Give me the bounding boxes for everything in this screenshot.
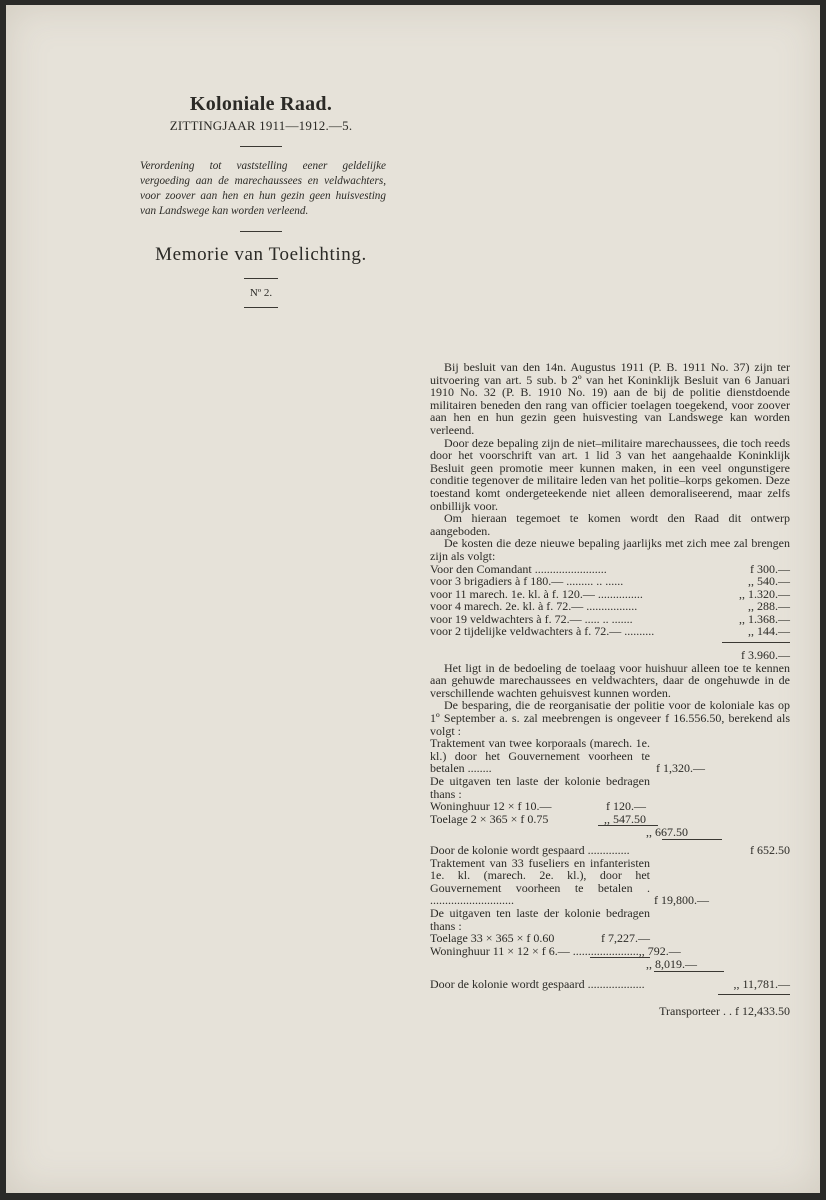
calc-line: Toelage 33 × 365 × f 0.60 f 7,227.—	[430, 931, 650, 946]
paragraph: Het ligt in de bedoeling de toelaag voor huishuur alleen toe te kennen aan gehuwde marechaussees en veldwachters, daar de ongehuwde in de verschillende wachten gehuisvest kunnen worden.	[430, 660, 790, 700]
cost-total: f 3.960.—	[741, 648, 790, 663]
paragraph: Door deze bepaling zijn de niet–militaire marechaussees, die toch reeds door het voorschrift van art. 1 lid 3 van het aangehaalde Koninklijk Besluit geen promotie meer kunnen maken, in een veel ongunstigere conditie tegenover de militaire leden van het politie–korps gekomen. Deze toestand komt ondergeteekende niet alleen demoraliseerend, maar zelfs onbillijk voor.	[430, 435, 790, 513]
decree-title: Verordening tot vaststelling eener geldelijke vergoeding aan de marechaussees en veldwachters, voor zoover aan hen en hun gezin geen huisvesting van Landswege kan worden verleend.	[140, 160, 386, 217]
calc-subtotal: ,, 667.50	[646, 825, 688, 840]
sum-rule	[654, 971, 724, 972]
calc-text: Traktement van 33 fuseliers en infanteristen 1e. kl. (marech. 2e. kl.), door het Gouvernement voorheen te betalen . ............................	[430, 855, 650, 908]
paragraph: De kosten die deze nieuwe bepaling jaarlijks met zich mee zal brengen zijn als volgt:	[430, 536, 790, 563]
cost-row: voor 4 marech. 2e. kl. à f. 72.— ................. ,, 288.—	[430, 599, 790, 614]
cost-table	[430, 563, 790, 662]
session-year: ZITTINGJAAR 1911—1912.—5.	[169, 118, 353, 133]
cost-row: Voor den Comandant ........................ f 300.—	[430, 561, 790, 576]
savings-calculation-1	[430, 737, 790, 856]
transport-total: Transporteer . . f 12,433.50	[659, 1003, 790, 1018]
saved-row: Door de kolonie wordt gespaard .............. f 652.50	[430, 842, 790, 857]
sum-rule	[722, 642, 790, 643]
paragraph: Om hieraan tegemoet te komen wordt den Raad dit ontwerp aangeboden.	[430, 511, 790, 538]
calc-subtotal: ,, 8,019.—	[646, 957, 697, 972]
sum-rule	[662, 839, 722, 840]
calc-line: Woninghuur 12 × f 10.— f 120.—	[430, 799, 646, 814]
savings-calculation-2	[430, 857, 790, 1018]
divider	[240, 231, 282, 232]
calc-subtext: De uitgaven ten laste der kolonie bedragen thans :	[430, 905, 650, 933]
council-title: Koloniale Raad.	[189, 93, 333, 115]
divider	[244, 278, 278, 279]
document-page	[6, 5, 820, 1193]
saved-row: Door de kolonie wordt gespaard ................... ,, 11,781.—	[430, 976, 790, 991]
calc-line: Toelage 2 × 365 × f 0.75 ,, 547.50	[430, 811, 646, 826]
cost-row: voor 2 tijdelijke veldwachters à f. 72.— .......... ,, 144.—	[430, 624, 790, 639]
calc-text: Traktement van twee korporaals (marech. 1e. kl.) door het Gouvernement voorheen te betalen ........	[430, 736, 650, 776]
calc-line: Woninghuur 11 × 12 × f 6.— ...................... ,, 792.—	[430, 943, 681, 958]
divider	[244, 307, 278, 308]
calc-subtext: De uitgaven ten laste der kolonie bedragen thans :	[430, 774, 650, 801]
memorie-heading: Memorie van Toelichting.	[155, 244, 367, 265]
calc-amount: f 19,800.—	[654, 893, 709, 908]
paragraph: Bij besluit van den 14n. Augustus 1911 (P. B. 1911 No. 37) zijn ter uitvoering van art. 5 sub. b 2º van het Koninklijk Besluit van 6 Januari 1910 No. 32 (P. B. 1910 No. 19) aan de bij de politie dienstdoende militairen beneden den rang van officier toelagen toegekend, voor zoover aan hen en hun gezin geen huisvesting van Landswege kan worden verleend.	[430, 360, 790, 437]
cost-row: voor 11 marech. 1e. kl. à f. 120.— ............... ,, 1.320.—	[430, 586, 790, 601]
divider	[240, 146, 282, 147]
sum-rule	[718, 994, 790, 995]
cost-row: voor 19 veldwachters à f. 72.— ..... .. ....... ,, 1.368.—	[430, 611, 790, 626]
header-block	[126, 93, 396, 316]
memorandum-body	[430, 361, 790, 1017]
document-number: Nº 2.	[249, 287, 273, 299]
calc-amount: f 1,320.—	[656, 761, 705, 776]
cost-row: voor 3 brigadiers à f 180.— ......... .. ...... ,, 540.—	[430, 574, 790, 589]
paragraph: De besparing, die de reorganisatie der politie voor de koloniale kas op 1º September a. s. zal meebrengen is ongeveer f 16.556.50, berekend als volgt :	[430, 698, 790, 738]
